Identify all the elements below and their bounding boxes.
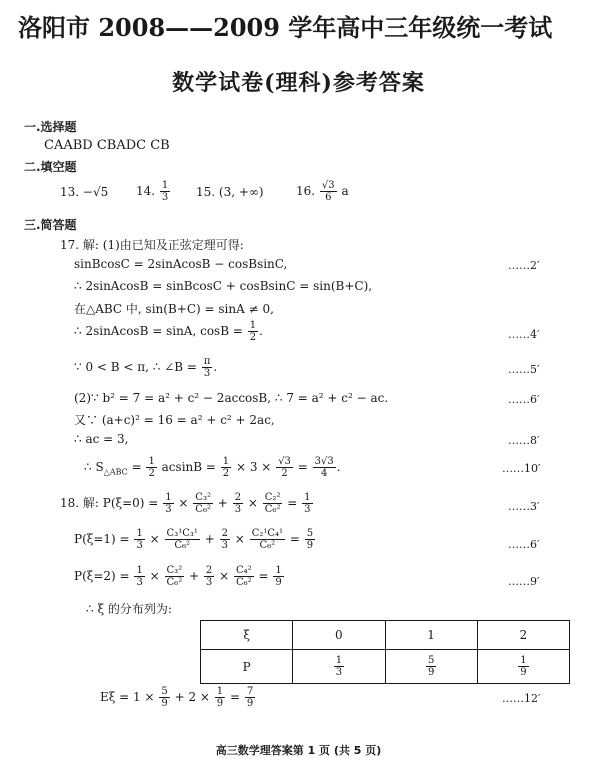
- fill-answer-16: 16. $\frac{√3}{6}$ a: [296, 180, 349, 203]
- section-fill-blank-heading: 二.填空题: [24, 160, 77, 174]
- table-row: [201, 621, 570, 650]
- table-cell: $\frac{1}{9}$: [477, 650, 569, 684]
- q17-line: ∵ 0 < B < π, ∴ ∠B = $\frac{\pi}{3}$ .: [74, 356, 218, 379]
- score-mark: ……6′: [508, 393, 540, 406]
- q17-line: 又∵ (a+c)² = 16 = a² + c² + 2ac,: [74, 413, 275, 427]
- q18-expectation-line: Eξ = 1 × $\frac{5}{9}$ + 2 × $\frac{1}{9}$ = $\frac{7}{9}$: [100, 686, 254, 709]
- table-cell: ξ: [201, 621, 293, 650]
- score-mark: ……9′: [508, 575, 540, 588]
- q17-line: ∴ ac = 3,: [74, 432, 129, 446]
- score-mark: ……10′: [502, 462, 541, 475]
- exam-title: 洛阳市 2008——2009 学年高中三年级统一考试: [18, 13, 553, 42]
- q17-line: 在△ABC 中, sin(B+C) = sinA ≠ 0,: [74, 302, 274, 316]
- choice-answers: CAABD CBADC CB: [44, 138, 170, 153]
- section-multiple-choice-heading: 一.选择题: [24, 120, 77, 134]
- q18-distribution-intro: ∴ ξ 的分布列为:: [86, 602, 172, 616]
- table-cell: 2: [477, 621, 569, 650]
- q17-area-line: ∴ $S_{\triangle ABC}$ = $\frac{1}{2}$ acsinB = $\frac{1}{2}$ × 3 × $\frac{√3}{2}$ = $\frac{3√3}{4}$ .: [84, 456, 341, 479]
- table-cell: $\frac{1}{3}$: [293, 650, 385, 684]
- page-footer: 高三数学理答案第 1 页 (共 5 页): [215, 744, 382, 757]
- score-mark: ……12′: [502, 692, 541, 705]
- distribution-table: [200, 620, 570, 684]
- table-cell: $\frac{5}{9}$: [385, 650, 477, 684]
- score-mark: ……4′: [508, 328, 540, 341]
- section-short-answer-heading: 三.简答题: [24, 218, 77, 232]
- q17-line: (2)∵ b² = 7 = a² + c² − 2accosB, ∴ 7 = a² + c² − ac.: [74, 391, 389, 405]
- answer-key-title: 数学试卷(理科)参考答案: [172, 70, 425, 96]
- q17-line: ∴ 2sinAcosB = sinA, cosB = $\frac{1}{2}$ .: [74, 320, 263, 343]
- fill-answer-13: 13. −√5: [60, 185, 109, 199]
- score-mark: ……8′: [508, 434, 540, 447]
- q17-line: sinBcosC = 2sinAcosB − cosBsinC,: [74, 257, 288, 271]
- q18-p0-line: 18. 解: P(ξ=0) = $\frac{1}{3}$ × $\frac{\text{C₃²}}{\text{C₆²}}$ + $\frac{2}{3}$ × $\frac{\text{C₂²}}{\text{C₆²}}$ = $\frac{1}{3}$: [60, 492, 311, 515]
- q17-intro: 17. 解: (1)由已知及正弦定理可得:: [60, 238, 244, 252]
- score-mark: ……5′: [508, 363, 540, 376]
- table-row: [201, 650, 570, 684]
- q18-p1-line: P(ξ=1) = $\frac{1}{3}$ × $\frac{\text{C₃¹C₃¹}}{\text{C₆²}}$ + $\frac{2}{3}$ × $\frac{\text{C₂¹C₄¹}}{\text{C₆²}}$ = $\frac{5}{9}$: [74, 528, 314, 551]
- score-mark: ……3′: [508, 500, 540, 513]
- table-cell: 1: [385, 621, 477, 650]
- q18-p2-line: P(ξ=2) = $\frac{1}{3}$ × $\frac{\text{C₃²}}{\text{C₆²}}$ + $\frac{2}{3}$ × $\frac{\text{C₄²}}{\text{C₆²}}$ = $\frac{1}{9}$: [74, 565, 282, 588]
- fill-answer-14: 14. $\frac{1}{3}$: [136, 180, 169, 203]
- score-mark: ……6′: [508, 538, 540, 551]
- score-mark: ……2′: [508, 259, 540, 272]
- q17-line: ∴ 2sinAcosB = sinBcosC + cosBsinC = sin(B+C),: [74, 279, 373, 293]
- fill-answer-15: 15. (3, +∞): [196, 185, 264, 199]
- table-cell: P: [201, 650, 293, 684]
- table-cell: 0: [293, 621, 385, 650]
